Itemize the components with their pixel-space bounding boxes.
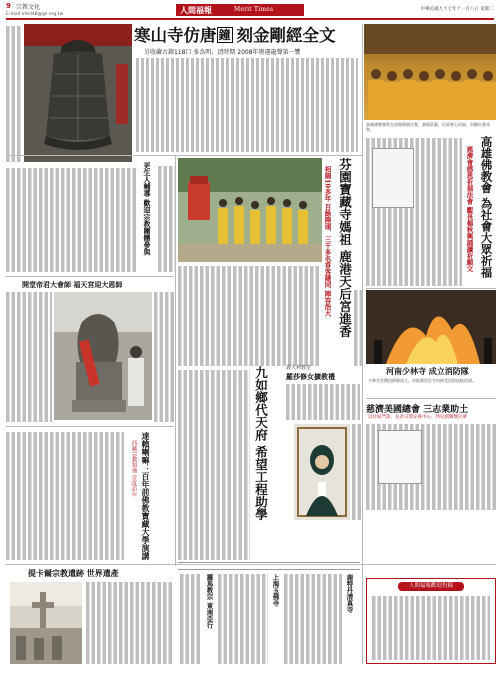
fire-drill-photo <box>366 290 496 364</box>
section-rule-2 <box>6 276 174 277</box>
section-rule-5 <box>366 398 496 399</box>
masthead <box>176 4 304 16</box>
headline-part-a: 寒山寺仿唐 <box>134 26 217 45</box>
lead-article-body <box>136 58 358 152</box>
charity-subhead: 西藏宗教領袖 首度訪台 <box>130 440 137 497</box>
column-rule-2 <box>362 24 363 664</box>
mosque-headline: 鹿特丹清真寺 <box>345 574 354 613</box>
jiuru-body <box>178 370 250 560</box>
monks-photo-caption: 高雄佛教會昨在道場舉辦法會，會場莊嚴，信眾齊心祈福，祈願社會祥和。 <box>366 122 490 132</box>
henan-headline: 河南少林寺 成立消防隊 <box>386 366 469 376</box>
jade-buddha-body <box>218 574 268 664</box>
section-rule-3 <box>6 426 174 427</box>
jiuru-side-body-2 <box>352 424 362 520</box>
rehab-headline: 更生人輔導 歡迎宗教團體參與 <box>143 162 152 256</box>
tzuchi-subhead: 以社區門診、長者日間安養中心、幼兒園關懷民眾 <box>368 415 467 420</box>
rehab-body-right <box>158 166 176 272</box>
masthead-english: Merit Times <box>234 6 274 13</box>
bell-illustration <box>24 24 132 162</box>
pope-body <box>180 574 202 664</box>
rehab-body <box>6 168 136 272</box>
section-rule-4 <box>366 288 496 289</box>
article-intro-columns <box>6 26 22 162</box>
buddhist-assoc-subhead: 慈濟會感恩祈福法會 觀長楊秋興誦讀祈願文 <box>465 146 474 272</box>
tzuchi-headline: 慈濟美國總會 三志業助土 <box>366 405 469 415</box>
procession-photo <box>178 158 322 262</box>
bell-photo <box>24 24 132 162</box>
charity-body <box>6 432 124 560</box>
jiuru-side-label: 義大利教堂 <box>286 365 312 371</box>
section-name: 宗教文化 <box>16 4 41 11</box>
mazu-headline: 芬園寶藏寺媽祖 鹿港天后宮進香 <box>337 158 353 338</box>
jade-buddha-headline: 上海玉佛寺 <box>271 574 280 607</box>
procession-illustration <box>178 158 322 262</box>
heritage-illustration <box>10 582 82 664</box>
headline-part-b: 刻金剛經全文 <box>236 26 336 45</box>
charity-headline: 達賴喇嘛：百年前佛教寶藏大學演講 <box>141 432 151 560</box>
submission-body <box>372 596 490 660</box>
temple-exhibit-title: 開堂帝君大會師 福天宮迎大恩師 <box>22 280 123 289</box>
contact-email: E-mail:mtnl48@gc.org.tw <box>6 12 64 17</box>
page-number: 9 <box>6 2 11 10</box>
lion-statue-photo <box>54 292 152 420</box>
publication-date: 中華民國九十七年十一月八日 星期二 <box>420 7 494 12</box>
henan-caption: 少林寺武僧消防隊成立，首批隊員在寺內接受消防技能培訓。 <box>368 378 476 383</box>
masthead-title: 人間福報 <box>180 5 212 15</box>
mazu-body-right <box>354 290 362 366</box>
heritage-headline: 提卡爾宗教遺跡 世界遺產 <box>28 568 119 578</box>
lead-headline <box>134 22 364 46</box>
pope-headline: 羅馬教宗 東南亞行 <box>205 574 214 629</box>
lion-statue-illustration <box>54 292 152 420</box>
temple-exhibit-body <box>6 292 52 422</box>
quote-box <box>372 148 414 208</box>
section-rule-1 <box>6 155 362 156</box>
mazu-body <box>178 266 320 366</box>
ceremony-illustration <box>364 24 496 120</box>
mazu-subhead: 相隔10多年 百餘陣頭、三千多名香客隨同 陣容浩大 <box>323 166 332 317</box>
jiuru-headline: 九如鄉代天府 希望工程助學 <box>253 366 269 521</box>
monks-ceremony-photo <box>364 24 496 120</box>
mosque-body <box>284 574 342 664</box>
section-rule-6 <box>6 564 496 565</box>
submission-badge: 人間福報歡迎投稿 <box>398 582 464 591</box>
fire-drill-illustration <box>366 290 496 364</box>
heritage-body <box>86 582 174 664</box>
nun-portrait-illustration <box>294 424 350 520</box>
buddhist-assoc-headline: 高雄佛教會 為社會大眾祈福 <box>479 136 494 279</box>
heritage-photo <box>10 582 82 664</box>
header-rule <box>6 18 494 20</box>
temple-exhibit-body-right <box>154 292 174 422</box>
jiuru-side-title: 羅莎修女擴教禮 <box>286 372 335 381</box>
column-rule-1 <box>175 156 176 566</box>
nun-portrait-photo <box>294 424 350 520</box>
lead-subhead: 另收藏古鐘118口 多為明、清時期 2008年奧運龍聲第一響 <box>144 49 301 56</box>
jiuru-side-body <box>286 384 360 420</box>
headline-boxed-char: 鐘 <box>218 28 231 42</box>
tzuchi-quote-box <box>378 430 422 484</box>
